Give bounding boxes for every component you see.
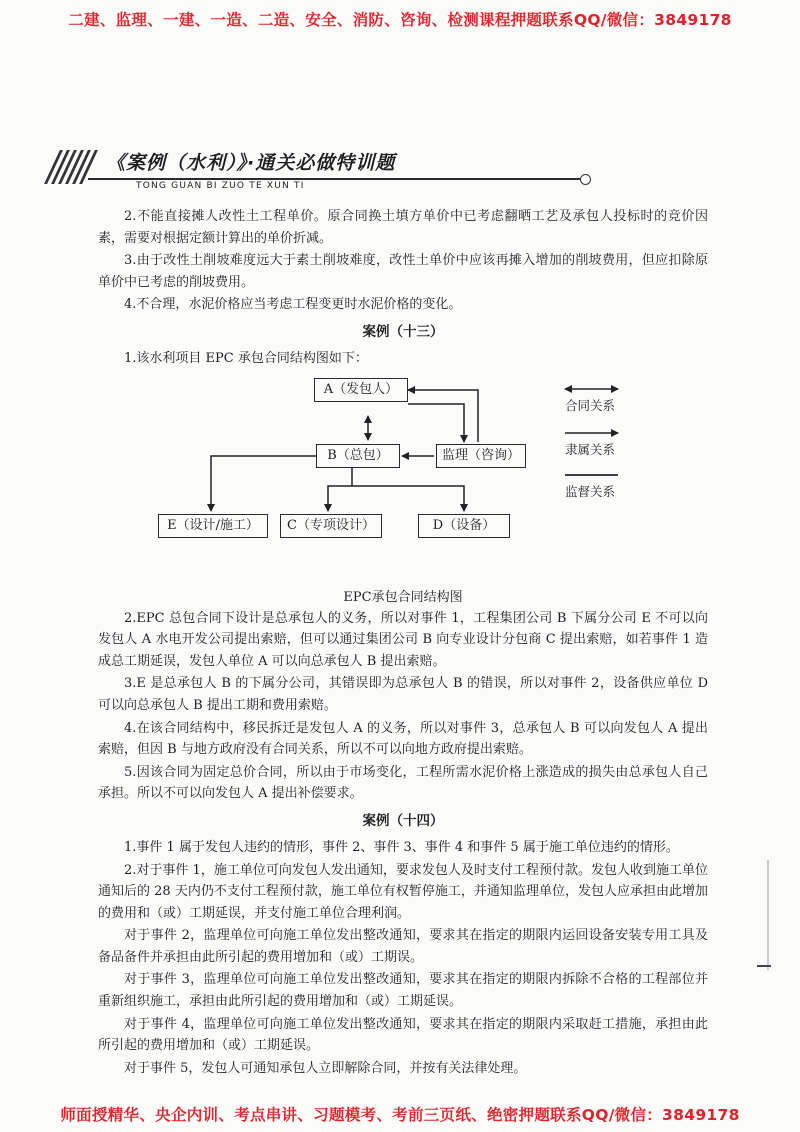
box-employer-a: A（发包人）: [314, 378, 408, 402]
subordinate-link-e: [211, 456, 316, 511]
contract-link-a-supervision: [408, 404, 464, 442]
answer-paragraph: 对于事件 2，监理单位可向施工单位发出整改通知，要求其在指定的期限内运回设备安装专用工具及备品备件并承担由此所引起的费用增加和（或）工期误。: [98, 928, 708, 965]
header-stripes-decoration: [44, 150, 94, 184]
case-13-intro: 1.该水利项目 EPC 承包合同结构图如下：: [124, 350, 368, 366]
answer-paragraph: 4.在该合同结构中，移民拆迁是发包人 A 的义务，所以对事件 3，总承包人 B 可以向发包人 A 提出索赔，但因 B 与地方政府没有合同关系，所以不可以向地方政府提出索赔。: [98, 720, 708, 758]
book-header: [44, 148, 564, 196]
case-14-heading: 案例（十四）: [362, 812, 444, 829]
scan-edge-tick: [757, 965, 771, 967]
answer-paragraph: 2.对于事件 1，施工单位可向发包人发出通知，要求发包人及时支付工程预付款。发包人收到施工单位通知后的 28 天内仍不支付工程预付款，施工单位有权暂停施工，并通知监理单位，发包人应承担由此增加的费用和（或）工期延误，并支付施工单位合理利润。: [98, 862, 708, 921]
book-subtitle: TONG GUAN BI ZUO TE XUN TI: [136, 181, 305, 191]
case-13-heading: 案例（十三）: [362, 323, 444, 340]
answer-paragraph: 对于事件 3，监理单位可向施工单位发出整改通知，要求其在指定的期限内拆除不合格的工程部位并重新组织施工，承担由此所引起的费用增加和（或）工期延误。: [98, 972, 708, 1010]
diagram-connectors: [98, 374, 708, 586]
legend-supervision-label: 监督关系: [565, 483, 616, 499]
contract-link-d: [352, 486, 464, 511]
supervision-link-a: [408, 390, 478, 442]
legend-subordinate-label: 隶属关系: [565, 441, 616, 457]
answer-paragraph: 2.EPC 总包合同下设计是总承包人的义务，所以对事件 1，工程集团公司 B 下属分公司 E 不可以向发包人 A 水电开发公司提出索赔，但可以通过集团公司 B 向专业设计分包商 C 提出索赔，如若事件 1 造成总工期延误，发包人单位 A 可以向总承包人 B 提出索赔。: [98, 610, 708, 669]
contract-link-c: [328, 486, 352, 511]
box-general-contractor-b: B（总包）: [316, 444, 400, 468]
box-subcontractor-c: C（专项设计）: [280, 514, 382, 538]
answer-paragraph: 对于事件 5，发包人可通知承包人立即解除合同，并按有关法律处理。: [124, 1060, 527, 1076]
epc-contract-structure-diagram: [98, 374, 708, 586]
answer-paragraph: 3.E 是总承包人 B 的下属分公司，其错误即为总承包人 B 的错误，所以对事件 2，设备供应单位 D 可以向总承包人 B 提出工期和费用索赔。: [98, 676, 708, 713]
diagram-caption: EPC承包合同结构图: [343, 589, 463, 605]
legend-contract-label: 合同关系: [565, 397, 616, 413]
page-body: [98, 206, 708, 1080]
answer-paragraph: 3.由于改性土削坡难度远大于素土削坡难度，改性土单价中应该再摊入增加的削坡费用，但应扣除原单价中已考虑的削坡费用。: [98, 253, 708, 290]
box-subsidiary-e: E（设计/施工）: [158, 514, 268, 538]
answer-paragraph: 1.事件 1 属于发包人违约的情形，事件 2、事件 3、事件 4 和事件 5 属于施工单位违约的情形。: [124, 839, 679, 855]
top-contact-banner: 二建、监理、一建、一造、二造、安全、消防、咨询、检测课程押题联系QQ/微信：3849178: [68, 11, 732, 29]
answer-paragraph: 2.不能直接摊人改性土工程单价。原合同换土填方单价中已考虑翻晒工艺及承包人投标时的竞价因素，需要对根据定额计算出的单价折减。: [98, 209, 708, 246]
answer-paragraph: 5.因该合同为固定总价合同，所以由于市场变化，工程所需水泥价格上涨造成的损失由总承包人自己承担。所以不可以向发包人 A 提出补偿要求。: [98, 764, 708, 802]
answer-paragraph: 4.不合理，水泥价格应当考虑工程变更时水泥价格的变化。: [124, 297, 462, 313]
bottom-contact-banner: 师面授精华、央企内训、考点串讲、习题模考、考前三页纸、绝密押题联系QQ/微信：3849178: [60, 1106, 740, 1124]
answer-paragraph: 对于事件 4，监理单位可向施工单位发出整改通知，要求其在指定的期限内采取赶工措施，承担由此所引起的费用增加和（或）工期延误。: [98, 1016, 708, 1054]
scan-edge-shadow: [767, 860, 769, 970]
header-rule: [88, 178, 586, 180]
box-supplier-d: D（设备）: [418, 514, 510, 538]
header-dot-decoration: [580, 174, 591, 185]
book-title: 《案例（水利）》·通关必做特训题: [106, 152, 396, 174]
box-supervision: 监理（咨询）: [436, 444, 526, 468]
